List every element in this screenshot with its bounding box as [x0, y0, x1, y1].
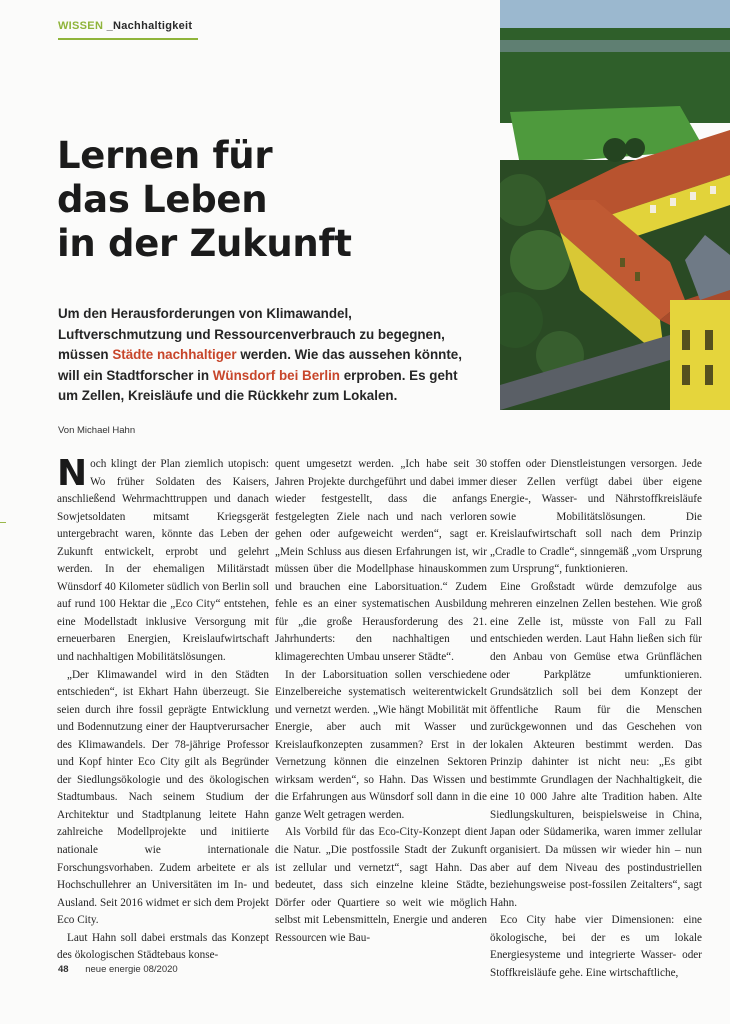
headline-line-2: das Leben [57, 178, 268, 221]
paragraph [57, 453, 269, 667]
paragraph: „Der Klimawandel wird in den Städten entschieden“, ist Ekhart Hahn überzeugt. Sie seien durch ihre fossil geprägte Entwicklung und Bodennutzung einer der Hauptverursacher des Klimawandels. Der 78-jährige Professor und Kopf hinter Eco City gilt als Begründer der Siedlungsökologie und des ökologischen Stadtumbaus. Nach seinem Studium der Architektur und Stadtplanung leitete Hahn zahlreiche Modellprojekte und initiierte nationale wie internationale Forschungsvorhaben. Zudem arbeitete er als Hochschullehrer an Universitäten im In- und Ausland. Seit 2016 widmet er sich dem Projekt Eco City. [57, 668, 269, 927]
lede-highlight-place: Wünsdorf bei Berlin [212, 367, 340, 383]
drop-cap: N [57, 453, 88, 494]
byline: Von Michael Hahn [58, 425, 136, 436]
paragraph: Als Vorbild für das Eco-City-Konzept dient die Natur. „Die postfossile Stadt der Zukunft ist zellular und vernetzt“, sagt Hahn. Das bedeutet, dass sich einzelne kleine Städte, Dörfer oder Quartiere so weit wie möglich selbst mit Lebensmitteln, Energie und anderen Ressourcen wie Bau- [275, 826, 487, 944]
text-column-1 [57, 453, 269, 965]
lede-part-1: Um den Herausforderungen von Klimawandel, Luftverschmutzung und Ressourcenverbrauch zu begegnen, müssen [58, 306, 445, 363]
photo-tower [670, 300, 730, 410]
section-subcategory: _Nachhaltigkeit [106, 20, 193, 32]
paragraph-text: och klingt der Plan ziemlich utopisch: Wo früher Soldaten des Kaisers, anschließend Wehrmachttruppen und danach Sowjetsoldaten mitsamt Kriegsgerät untergebracht waren, könnte das Leben der Zukunft entwickelt, erprobt und gelehrt werden. In der ehemaligen Militärstadt Wünsdorf 40 Kilometer südlich von Berlin soll auf rund 100 Hektar die „Eco City“ entstehen, eine Modellstadt inklusive Versorgung mit erneuerbaren Energien, Kreislaufwirtschaft und nachhaltigen Mobilitätslösungen. [57, 458, 269, 664]
article-headline [57, 134, 487, 266]
lede-highlight-cities: Städte nachhaltiger [112, 347, 237, 363]
paragraph: Eine Großstadt würde demzufolge aus mehreren einzelnen Zellen bestehen. Wie groß eine Zelle ist, müsste von Fall zu Fall entschieden werden. Laut Hahn ließen sich für den Anbau von Gemüse etwa Grünflächen oder Parkplätze umfunktionieren. Grundsätzlich soll bei dem Konzept der öffentliche Raum für die Menschen zurückgewonnen und das Geschehen von lokalen Akteuren bestimmt werden. Das Prinzip dahinter ist nicht neu: „Es gibt bestimmte Grundlagen der Nachhaltigkeit, die eine 10 000 Jahre alte Tradition haben. Alte Siedlungskulturen, beispielsweise in China, Japan oder Südamerika, waren immer zellular organisiert. Da müssen wir wieder hin – nun aber auf dem Niveau des postindustriellen beziehungsweise post-fossilen Zeitalters“, sagt Hahn. [490, 580, 702, 909]
lede-part-2: werden. Wie das aussehen könnte, will ein Stadtforscher in [58, 347, 462, 383]
publication-name: neue energie 08/2020 [85, 964, 178, 975]
paragraph: quent umgesetzt werden. „Ich habe seit 30 Jahren Projekte durchgeführt und dabei immer wieder festgestellt, dass die anfangs festgelegten Ziele nach und nach verloren gehen oder aufgeweicht werden“, sagt er. „Mein Schluss aus diesen Erfahrungen ist, wir müssen über die Modellphase hinauskommen und brauchen eine Laborsituation.“ Zudem fehle es an einer systematischen Ausbildung für „die große Herausforderung des 21. Jahrhunderts: den nachhaltigen und klimagerechten Umbau unserer Städte“. [275, 458, 487, 664]
page-footer [58, 964, 178, 975]
paragraph: Laut Hahn soll dabei erstmals das Konzept des ökologischen Städtebaus konse- [57, 931, 269, 962]
page-number: 48 [58, 964, 69, 975]
margin-mark [0, 522, 6, 523]
header-photo [500, 0, 730, 410]
text-column-3 [490, 456, 702, 982]
paragraph: Eco City habe vier Dimensionen: eine ökologische, bei der es um lokale Energiesysteme und integrierte Wasser- oder Stoffkreisläufe gehe. Eine wirtschaftliche, [490, 914, 702, 979]
text-column-2 [275, 456, 487, 947]
paragraph: stoffen oder Dienstleistungen versorgen. Jede dieser Zellen verfügt dabei über eigene Energie-, Wasser- und Nährstoffkreisläufe sowie Mobilitätslösungen. Die Kreislaufwirtschaft soll nach dem Prinzip „Cradle to Cradle“, sinngemäß „vom Ursprung zum Ursprung“, funktionieren. [490, 458, 702, 576]
section-tag [58, 20, 192, 32]
headline-line-1: Lernen für [57, 134, 273, 177]
section-rule [58, 38, 198, 40]
headline-line-3: in der Zukunft [57, 222, 352, 265]
article-lede [58, 304, 463, 407]
lede-part-3: erproben. Es geht um Zellen, Kreisläufe und die Rückkehr zum Lokalen. [58, 367, 458, 404]
section-category: WISSEN [58, 20, 104, 32]
paragraph: In der Laborsituation sollen verschiedene Einzelbereiche systematisch weiterentwickelt und vernetzt werden. „Wie hängt Mobilität mit Energie, aber auch mit Wasser und Kreislaufkonzepten zusammen? Erst in der Vernetzung können die einzelnen Sektoren wirksam werden“, so Hahn. Das Wissen und die Erfahrungen aus Wünsdorf soll dann in die ganze Welt getragen werden. [275, 668, 487, 821]
